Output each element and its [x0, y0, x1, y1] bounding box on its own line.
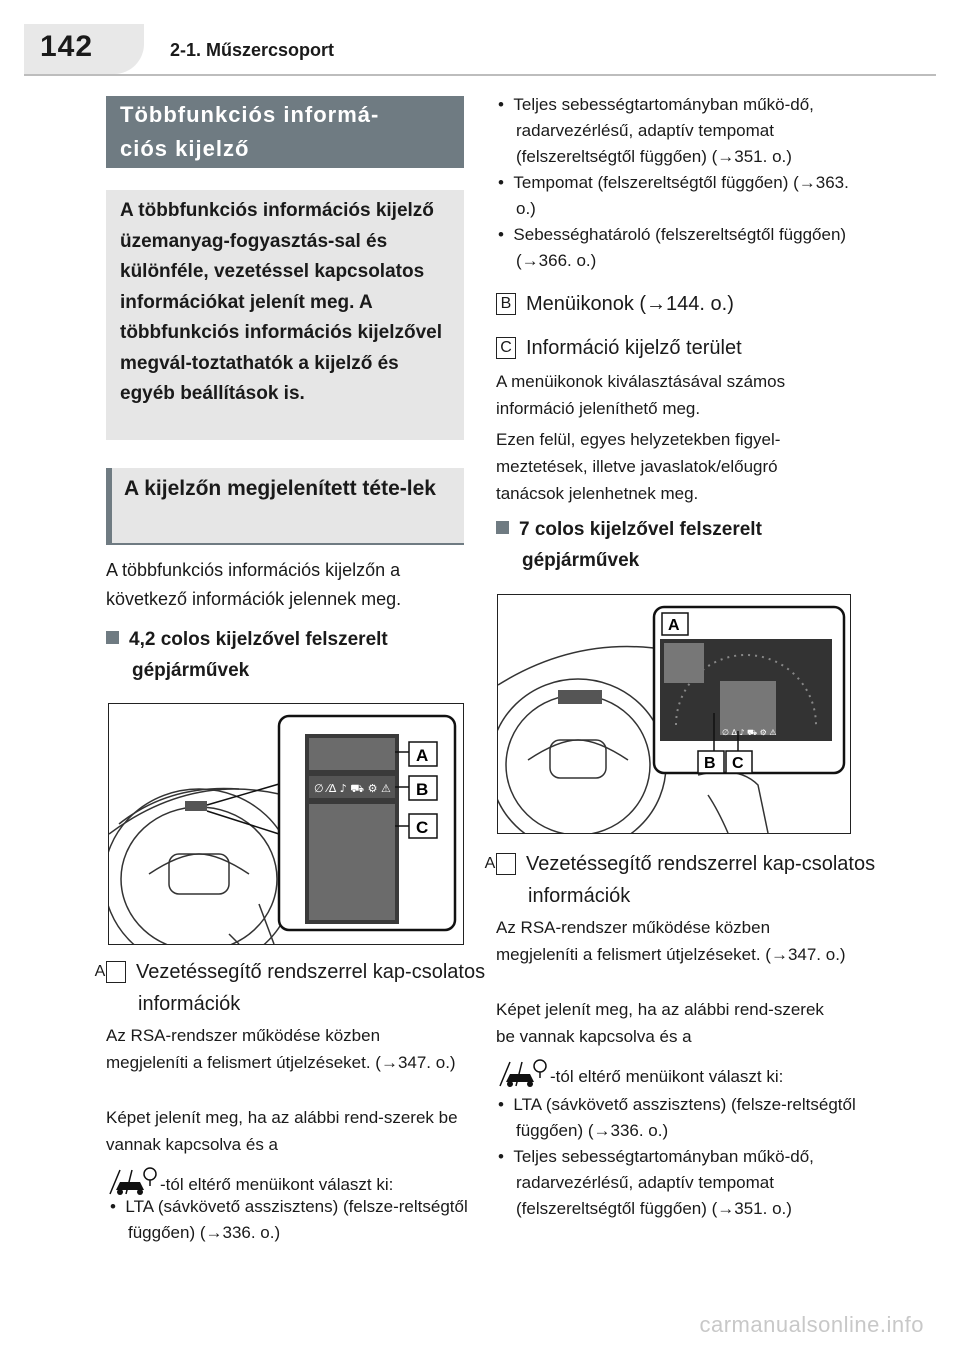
subheading-7-inch: 7 colos kijelzővel felszerelt gépjárművek	[496, 514, 872, 576]
subheading-4-2-inch: 4,2 colos kijelzővel felszerelt gépjárművek	[106, 624, 492, 686]
page-number: 142	[40, 30, 94, 63]
bullet-speed-limiter: • Sebességhatároló (felszereltségtől függően) (→366. o.)	[498, 225, 847, 270]
warnings-paragraph: Ezen felül, egyes helyzetekben figyel-meztetések, illetve javaslatok/előugró tanácsok jelenhetnek meg.	[496, 430, 781, 503]
icon-line-right: -tól eltérő menüikont választ ki:	[496, 1058, 846, 1090]
systems-paragraph-right: Képet jelenít meg, ha az alábbi rend-szerek be vannak kapcsolva és a	[496, 1000, 824, 1046]
bullet-acc: • Teljes sebességtartományban műkö-dő, radarvezérlésű, adaptív tempomat (felszereltségtől függően) (→351. o.)	[498, 95, 814, 166]
bullet-lta-right: • LTA (sávkövető asszisztens) (felsze-reltségtől függően) (→336. o.)	[498, 1095, 856, 1140]
letter-b-box: B	[496, 293, 516, 315]
driving-assist-icon	[496, 1058, 548, 1088]
figure-label-b: B	[416, 780, 429, 799]
svg-text:∅ ∆ ♪ ⛟ ⚙ ⚠: ∅ ∆ ♪ ⛟ ⚙ ⚠	[722, 728, 777, 737]
section-title-banner	[106, 96, 464, 168]
square-bullet-icon	[106, 631, 119, 644]
systems-paragraph: Képet jelenít meg, ha az alábbi rend-szerek be vannak kapcsolva és a	[106, 1108, 458, 1154]
item-a-heading: A Vezetéssegítő rendszerrel kap-csolatos információk	[94, 961, 486, 1015]
figure-7-inch-display	[497, 594, 851, 834]
svg-text:∅ ⁄∆ ♪ ⛟ ⚙ ⚠: ∅ ⁄∆ ♪ ⛟ ⚙ ⚠	[314, 782, 391, 795]
letter-a-box: A	[496, 853, 516, 875]
letter-c-box: C	[496, 337, 516, 359]
figure-label-a: A	[668, 617, 680, 634]
figure-label-c: C	[732, 755, 744, 772]
intro-box: A többfunkciós információs kijelző üzemanyag-fogyasztás-sal és különféle, vezetéssel kapcsolatos információkat jelenít meg. A többfunkciós információs kijelzővel megvál-toztathatók a kijelző és egyéb beállítások is.	[106, 190, 464, 440]
figure-label-a: A	[416, 746, 429, 765]
letter-a-box: A	[106, 961, 126, 983]
subsection-heading: A kijelzőn megjelenített téte-lek	[106, 468, 464, 544]
rsa-paragraph-right: Az RSA-rendszer működése közben megjeleníti a felismert útjelzéseket. (→347. o.)	[496, 918, 846, 964]
icon-line: -tól eltérő menüikont választ ki:	[106, 1166, 466, 1198]
dashboard-illustration-large	[498, 595, 850, 833]
bullet-acc-right: • Teljes sebességtartományban műkö-dő, radarvezérlésű, adaptív tempomat (felszereltségtől függően) (→351. o.)	[498, 1147, 814, 1218]
rsa-paragraph: Az RSA-rendszer működése közben megjeleníti a felismert útjelzéseket. (→347. o.)	[106, 1026, 456, 1072]
chapter-title: 2-1. Műszercsoport	[170, 40, 335, 60]
figure-label-b: B	[704, 755, 716, 772]
menu-icons-paragraph: A menüikonok kiválasztásával számos információ jeleníthető meg.	[496, 372, 786, 418]
square-bullet-icon	[496, 521, 509, 534]
section-title-line2: ciós kijelző	[120, 136, 250, 161]
item-b-heading: B Menüikonok (→144. o.)	[496, 288, 856, 320]
bullet-cruise: • Tempomat (felszereltségtől függően) (→363. o.)	[498, 173, 849, 218]
driving-assist-icon	[106, 1166, 158, 1196]
dashboard-illustration-small	[109, 704, 463, 944]
section-title-line1: Többfunkciós informá-	[120, 102, 380, 127]
section-paragraph: A többfunkciós információs kijelzőn a következő információk jelennek meg.	[106, 560, 402, 609]
watermark: carmanualsonline.info	[699, 1312, 924, 1337]
header-divider	[24, 74, 936, 76]
item-a-heading-right: A Vezetéssegítő rendszerrel kap-csolatos információk	[484, 853, 876, 907]
item-c-heading: C Információ kijelző terület	[496, 332, 856, 364]
figure-label-c: C	[416, 818, 429, 837]
figure-4-2-inch-display	[108, 703, 464, 945]
bullet-lta: • LTA (sávkövető asszisztens) (felsze-reltségtől függően) (→336. o.)	[110, 1197, 468, 1242]
subsection-rule	[106, 543, 464, 545]
